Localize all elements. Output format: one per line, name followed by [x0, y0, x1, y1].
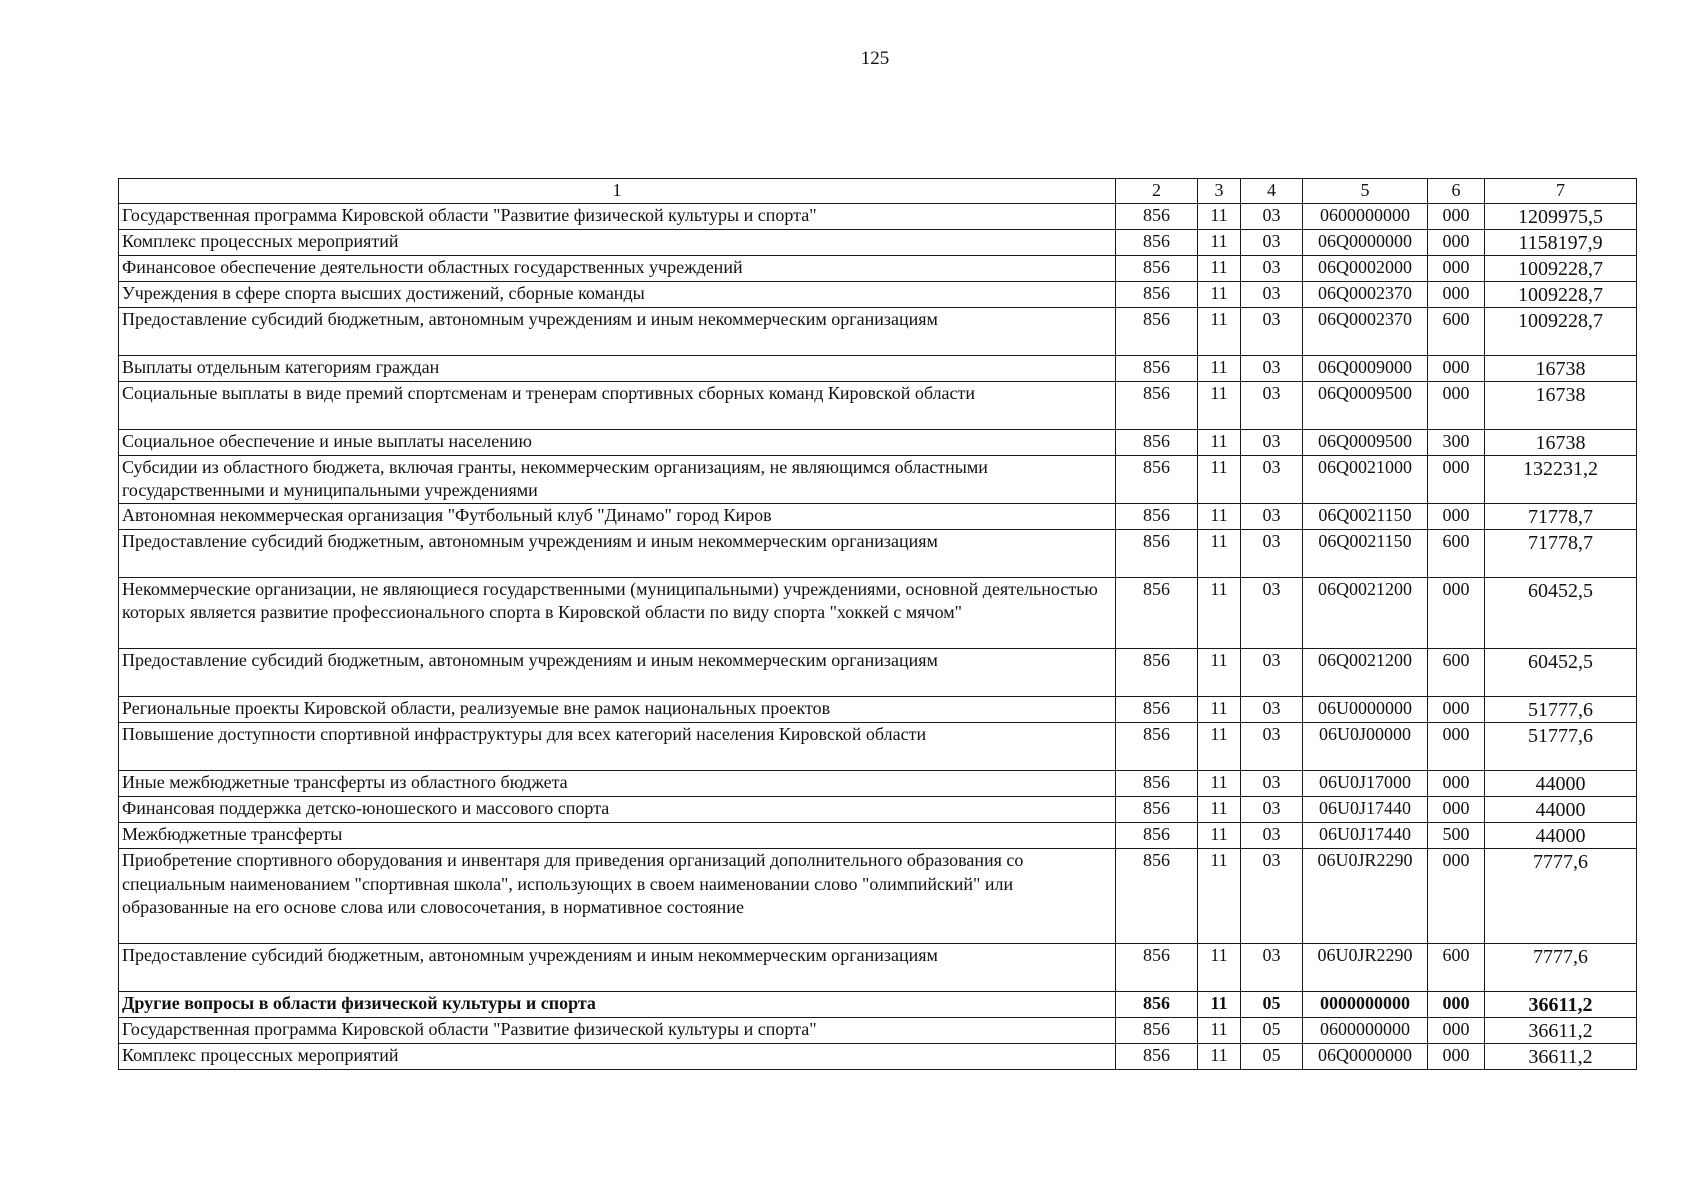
row-name-cell: Комплекс процессных мероприятий [119, 1044, 1116, 1070]
row-col4-cell: 03 [1241, 797, 1303, 823]
row-col3-cell: 11 [1198, 577, 1241, 649]
row-col2-cell: 856 [1116, 697, 1198, 723]
row-col5-cell: 06U0J17440 [1303, 823, 1428, 849]
row-col3-cell: 11 [1198, 697, 1241, 723]
row-col3-cell: 11 [1198, 1044, 1241, 1070]
row-col2-cell: 856 [1116, 355, 1198, 381]
row-name-cell: Предоставление субсидий бюджетным, автономным учреждениям и иным некоммерческим организациям [119, 307, 1116, 355]
row-col2-cell: 856 [1116, 992, 1198, 1018]
row-col2-cell: 856 [1116, 823, 1198, 849]
row-col4-cell: 03 [1241, 849, 1303, 944]
row-col2-cell: 856 [1116, 723, 1198, 771]
table-body [119, 203, 1637, 1070]
table-row [119, 429, 1637, 455]
row-col6-cell: 600 [1428, 529, 1485, 577]
row-name-cell: Предоставление субсидий бюджетным, автономным учреждениям и иным некоммерческим организациям [119, 944, 1116, 992]
row-col5-cell: 06Q0021150 [1303, 529, 1428, 577]
row-col2-cell: 856 [1116, 381, 1198, 429]
column-header-4: 4 [1241, 179, 1303, 204]
table-row [119, 455, 1637, 503]
row-col3-cell: 11 [1198, 944, 1241, 992]
row-name-cell: Некоммерческие организации, не являющиеся государственными (муниципальными) учреждениями, основной деятельностью которых является развитие профессионального спорта в Кировской области по виду спорта "хоккей с мячом" [119, 577, 1116, 649]
row-name-cell: Комплекс процессных мероприятий [119, 229, 1116, 255]
row-col6-cell: 000 [1428, 697, 1485, 723]
table-row [119, 203, 1637, 229]
row-col4-cell: 03 [1241, 429, 1303, 455]
table-row [119, 944, 1637, 992]
row-col3-cell: 11 [1198, 503, 1241, 529]
row-col4-cell: 03 [1241, 355, 1303, 381]
column-header-1: 1 [119, 179, 1116, 204]
row-amount-cell: 36611,2 [1485, 1044, 1637, 1070]
row-col6-cell: 000 [1428, 992, 1485, 1018]
row-amount-cell: 71778,7 [1485, 529, 1637, 577]
row-col4-cell: 05 [1241, 992, 1303, 1018]
row-col5-cell: 06Q0021200 [1303, 649, 1428, 697]
row-col4-cell: 03 [1241, 529, 1303, 577]
row-col3-cell: 11 [1198, 455, 1241, 503]
table-row [119, 771, 1637, 797]
row-col2-cell: 856 [1116, 529, 1198, 577]
row-amount-cell: 71778,7 [1485, 503, 1637, 529]
row-col5-cell: 06Q0021150 [1303, 503, 1428, 529]
row-amount-cell: 60452,5 [1485, 649, 1637, 697]
row-col6-cell: 600 [1428, 649, 1485, 697]
table-row [119, 381, 1637, 429]
row-col2-cell: 856 [1116, 281, 1198, 307]
row-col6-cell: 000 [1428, 229, 1485, 255]
row-col5-cell: 0000000000 [1303, 992, 1428, 1018]
budget-table [118, 178, 1637, 1070]
row-col6-cell: 000 [1428, 1044, 1485, 1070]
row-amount-cell: 44000 [1485, 823, 1637, 849]
row-col5-cell: 06U0JR2290 [1303, 849, 1428, 944]
row-col6-cell: 600 [1428, 944, 1485, 992]
row-col5-cell: 06Q0021200 [1303, 577, 1428, 649]
row-col4-cell: 03 [1241, 723, 1303, 771]
row-col2-cell: 856 [1116, 771, 1198, 797]
row-amount-cell: 7777,6 [1485, 849, 1637, 944]
row-col3-cell: 11 [1198, 255, 1241, 281]
row-amount-cell: 51777,6 [1485, 723, 1637, 771]
page-number: 125 [860, 48, 890, 69]
row-name-cell: Субсидии из областного бюджета, включая гранты, некоммерческим организациям, не являющимся областными государственными и муниципальными учреждениями [119, 455, 1116, 503]
column-header-7: 7 [1485, 179, 1637, 204]
row-col2-cell: 856 [1116, 577, 1198, 649]
row-col4-cell: 03 [1241, 455, 1303, 503]
row-col5-cell: 06Q0021000 [1303, 455, 1428, 503]
row-col2-cell: 856 [1116, 944, 1198, 992]
row-col6-cell: 000 [1428, 723, 1485, 771]
row-col2-cell: 856 [1116, 849, 1198, 944]
row-col6-cell: 000 [1428, 255, 1485, 281]
row-col6-cell: 500 [1428, 823, 1485, 849]
row-col5-cell: 0600000000 [1303, 1018, 1428, 1044]
row-name-cell: Другие вопросы в области физической культуры и спорта [119, 992, 1116, 1018]
row-col3-cell: 11 [1198, 307, 1241, 355]
row-name-cell: Иные межбюджетные трансферты из областного бюджета [119, 771, 1116, 797]
row-col6-cell: 000 [1428, 455, 1485, 503]
row-col4-cell: 03 [1241, 697, 1303, 723]
row-name-cell: Региональные проекты Кировской области, реализуемые вне рамок национальных проектов [119, 697, 1116, 723]
row-col3-cell: 11 [1198, 1018, 1241, 1044]
table-row [119, 229, 1637, 255]
row-col5-cell: 06Q0002370 [1303, 281, 1428, 307]
row-col3-cell: 11 [1198, 381, 1241, 429]
table-row [119, 723, 1637, 771]
row-col6-cell: 000 [1428, 203, 1485, 229]
row-name-cell: Автономная некоммерческая организация "Футбольный клуб "Динамо" город Киров [119, 503, 1116, 529]
row-name-cell: Межбюджетные трансферты [119, 823, 1116, 849]
row-col3-cell: 11 [1198, 229, 1241, 255]
row-col2-cell: 856 [1116, 307, 1198, 355]
row-col2-cell: 856 [1116, 203, 1198, 229]
row-col4-cell: 03 [1241, 229, 1303, 255]
table-row [119, 797, 1637, 823]
row-col5-cell: 06U0J17440 [1303, 797, 1428, 823]
row-amount-cell: 44000 [1485, 771, 1637, 797]
table-row [119, 255, 1637, 281]
table-row [119, 849, 1637, 944]
row-col4-cell: 03 [1241, 255, 1303, 281]
row-name-cell: Предоставление субсидий бюджетным, автономным учреждениям и иным некоммерческим организациям [119, 529, 1116, 577]
row-col3-cell: 11 [1198, 849, 1241, 944]
row-col4-cell: 03 [1241, 577, 1303, 649]
row-col2-cell: 856 [1116, 455, 1198, 503]
row-col6-cell: 000 [1428, 381, 1485, 429]
row-col4-cell: 03 [1241, 944, 1303, 992]
row-col4-cell: 03 [1241, 307, 1303, 355]
row-col3-cell: 11 [1198, 529, 1241, 577]
row-amount-cell: 132231,2 [1485, 455, 1637, 503]
row-name-cell: Приобретение спортивного оборудования и инвентаря для приведения организаций дополнительного образования со специальным наименованием "спортивная школа", использующих в своем наименовании слово "олимпийский" или образованные на его основе слова или словосочетания, в нормативное состояние [119, 849, 1116, 944]
row-name-cell: Социальное обеспечение и иные выплаты населению [119, 429, 1116, 455]
row-amount-cell: 36611,2 [1485, 992, 1637, 1018]
row-col5-cell: 0600000000 [1303, 203, 1428, 229]
row-col3-cell: 11 [1198, 992, 1241, 1018]
row-col4-cell: 03 [1241, 281, 1303, 307]
row-col2-cell: 856 [1116, 797, 1198, 823]
row-amount-cell: 7777,6 [1485, 944, 1637, 992]
row-amount-cell: 16738 [1485, 381, 1637, 429]
row-col5-cell: 06Q0002000 [1303, 255, 1428, 281]
column-header-3: 3 [1198, 179, 1241, 204]
row-col2-cell: 856 [1116, 229, 1198, 255]
row-col4-cell: 03 [1241, 381, 1303, 429]
row-col3-cell: 11 [1198, 429, 1241, 455]
table-row [119, 823, 1637, 849]
table-row [119, 649, 1637, 697]
row-amount-cell: 1009228,7 [1485, 255, 1637, 281]
row-col5-cell: 06Q0002370 [1303, 307, 1428, 355]
row-col6-cell: 000 [1428, 503, 1485, 529]
row-col6-cell: 000 [1428, 1018, 1485, 1044]
column-header-2: 2 [1116, 179, 1198, 204]
row-name-cell: Финансовая поддержка детско-юношеского и массового спорта [119, 797, 1116, 823]
row-col6-cell: 000 [1428, 577, 1485, 649]
row-col4-cell: 03 [1241, 771, 1303, 797]
row-col4-cell: 03 [1241, 503, 1303, 529]
row-name-cell: Учреждения в сфере спорта высших достижений, сборные команды [119, 281, 1116, 307]
row-col5-cell: 06U0JR2290 [1303, 944, 1428, 992]
row-col3-cell: 11 [1198, 281, 1241, 307]
row-col2-cell: 856 [1116, 429, 1198, 455]
row-name-cell: Государственная программа Кировской области "Развитие физической культуры и спорта" [119, 1018, 1116, 1044]
row-name-cell: Государственная программа Кировской области "Развитие физической культуры и спорта" [119, 203, 1116, 229]
row-col5-cell: 06Q0009500 [1303, 381, 1428, 429]
row-name-cell: Финансовое обеспечение деятельности областных государственных учреждений [119, 255, 1116, 281]
row-col6-cell: 000 [1428, 281, 1485, 307]
row-col5-cell: 06U0J17000 [1303, 771, 1428, 797]
row-col4-cell: 05 [1241, 1018, 1303, 1044]
row-col4-cell: 03 [1241, 649, 1303, 697]
table-row [119, 1018, 1637, 1044]
row-col3-cell: 11 [1198, 823, 1241, 849]
row-amount-cell: 1009228,7 [1485, 281, 1637, 307]
row-col3-cell: 11 [1198, 355, 1241, 381]
row-name-cell: Социальные выплаты в виде премий спортсменам и тренерам спортивных сборных команд Кировской области [119, 381, 1116, 429]
table-header-row [119, 179, 1637, 204]
column-header-5: 5 [1303, 179, 1428, 204]
row-col2-cell: 856 [1116, 1044, 1198, 1070]
row-col2-cell: 856 [1116, 1018, 1198, 1044]
row-amount-cell: 60452,5 [1485, 577, 1637, 649]
row-amount-cell: 51777,6 [1485, 697, 1637, 723]
row-amount-cell: 16738 [1485, 355, 1637, 381]
row-amount-cell: 44000 [1485, 797, 1637, 823]
row-col6-cell: 000 [1428, 797, 1485, 823]
row-col5-cell: 06Q0009000 [1303, 355, 1428, 381]
row-col3-cell: 11 [1198, 723, 1241, 771]
row-col5-cell: 06Q0000000 [1303, 229, 1428, 255]
column-header-6: 6 [1428, 179, 1485, 204]
row-name-cell: Повышение доступности спортивной инфраструктуры для всех категорий населения Кировской области [119, 723, 1116, 771]
row-col4-cell: 03 [1241, 823, 1303, 849]
row-amount-cell: 1158197,9 [1485, 229, 1637, 255]
row-col2-cell: 856 [1116, 255, 1198, 281]
row-amount-cell: 36611,2 [1485, 1018, 1637, 1044]
row-amount-cell: 1209975,5 [1485, 203, 1637, 229]
row-name-cell: Выплаты отдельным категориям граждан [119, 355, 1116, 381]
row-col6-cell: 000 [1428, 771, 1485, 797]
row-col5-cell: 06Q0000000 [1303, 1044, 1428, 1070]
row-col4-cell: 03 [1241, 203, 1303, 229]
table-row [119, 697, 1637, 723]
table-row [119, 355, 1637, 381]
row-col2-cell: 856 [1116, 503, 1198, 529]
table-row [119, 529, 1637, 577]
table-row [119, 992, 1637, 1018]
row-name-cell: Предоставление субсидий бюджетным, автономным учреждениям и иным некоммерческим организациям [119, 649, 1116, 697]
row-col3-cell: 11 [1198, 203, 1241, 229]
row-col6-cell: 000 [1428, 849, 1485, 944]
row-col5-cell: 06U0000000 [1303, 697, 1428, 723]
row-col5-cell: 06Q0009500 [1303, 429, 1428, 455]
table-row [119, 1044, 1637, 1070]
row-col3-cell: 11 [1198, 649, 1241, 697]
row-col4-cell: 05 [1241, 1044, 1303, 1070]
row-col2-cell: 856 [1116, 649, 1198, 697]
table-row [119, 577, 1637, 649]
row-col3-cell: 11 [1198, 771, 1241, 797]
table-row [119, 281, 1637, 307]
row-col6-cell: 300 [1428, 429, 1485, 455]
row-col6-cell: 000 [1428, 355, 1485, 381]
row-col5-cell: 06U0J00000 [1303, 723, 1428, 771]
row-amount-cell: 16738 [1485, 429, 1637, 455]
table-row [119, 307, 1637, 355]
row-col6-cell: 600 [1428, 307, 1485, 355]
row-amount-cell: 1009228,7 [1485, 307, 1637, 355]
row-col3-cell: 11 [1198, 797, 1241, 823]
table-row [119, 503, 1637, 529]
